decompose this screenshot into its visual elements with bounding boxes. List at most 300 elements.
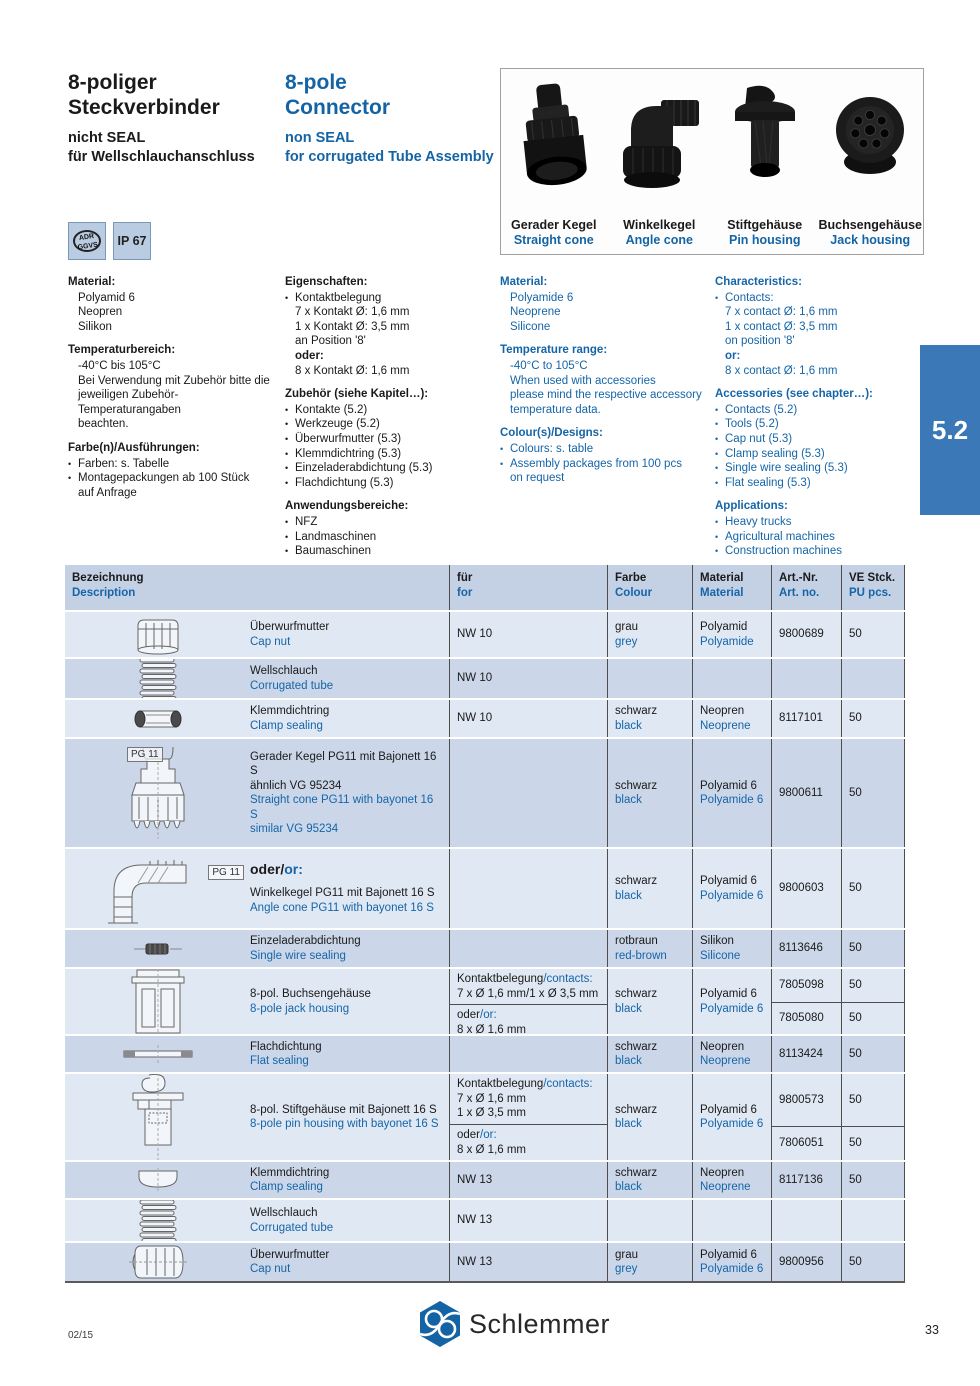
bullet-icon: • (285, 531, 289, 542)
art-no-cell: 8117136 (772, 1162, 842, 1198)
info-line (500, 442, 712, 457)
info-block (500, 343, 712, 417)
pu-cell (842, 659, 905, 698)
info-text: beachten. (78, 418, 129, 431)
material-cell (693, 1200, 772, 1241)
product-caption-en: Pin housing (728, 233, 801, 247)
brand-logo (418, 1300, 610, 1348)
info-text: an Position '8' (295, 335, 366, 348)
bullet-icon: • (715, 404, 719, 415)
art-no-value: 7806051 (772, 1126, 841, 1160)
bullet-icon: • (715, 433, 719, 444)
info-line (285, 447, 497, 462)
description-text: oder/or: Winkelkegel PG11 mit Bajonett 16 S Angle cone PG11 with bayonet 16 S (250, 849, 449, 928)
info-line (715, 461, 927, 476)
description-text (250, 700, 449, 737)
indent (68, 359, 78, 374)
bullet-icon: • (285, 546, 289, 557)
info-heading: Temperature range: (500, 344, 608, 357)
bullet-icon: • (715, 516, 719, 527)
info-text: Landmaschinen (295, 530, 377, 543)
info-line (285, 291, 497, 306)
indent (68, 374, 78, 389)
description-text (250, 739, 449, 847)
specs-english-left (500, 275, 712, 495)
colour-cell: schwarz black (608, 1074, 693, 1160)
description-cell (65, 1243, 450, 1281)
bullet-icon: • (68, 458, 72, 469)
info-block (500, 426, 712, 485)
info-text: Baumaschinen (295, 545, 372, 558)
ip67-label: IP 67 (117, 234, 147, 248)
info-text: jeweiligen Zubehör-Temperaturangaben (78, 389, 181, 416)
indent (715, 334, 725, 349)
description-de: Überwurfmutter (250, 1248, 330, 1261)
photo-jack-housing-icon (822, 69, 918, 218)
description-cell (65, 1162, 450, 1198)
info-text: please mind the respective accessory (510, 389, 702, 402)
info-text: Farben: s. Tabelle (78, 457, 170, 470)
info-text: 8 x contact Ø: 1,6 mm (725, 364, 838, 377)
pu-cell: 50 (842, 612, 905, 657)
info-text: temperature data. (510, 403, 601, 416)
product-caption-en: Jack housing (830, 233, 911, 247)
product-drawing-jack-housing-icon (65, 969, 250, 1034)
product-drawing-clamp-ring-icon (65, 700, 250, 737)
indent (285, 364, 295, 379)
title-de-line2: Steckverbinder (68, 96, 220, 119)
description-en: Flat sealing (250, 1055, 309, 1067)
info-line (715, 320, 927, 335)
bullet-icon: • (715, 463, 719, 474)
ip67-badge (113, 222, 151, 260)
indent (500, 320, 510, 335)
bullet-icon: • (285, 463, 289, 474)
description-en: 8-pole pin housing with bayonet 16 S (250, 1118, 439, 1130)
table-row (65, 967, 905, 1034)
pu-cell (842, 1200, 905, 1241)
colour-cell: grau grey (608, 612, 693, 657)
pu-value: 50 (842, 1002, 904, 1034)
art-no-value: 7805080 (772, 1002, 841, 1034)
info-text: on position '8' (725, 335, 795, 348)
description-de: Klemmdichtring (250, 1166, 330, 1179)
adr-ggvs-emblem-icon (71, 225, 103, 257)
specs-english-right (715, 275, 927, 568)
info-line (715, 291, 927, 306)
table-row (65, 1198, 905, 1241)
for-cell: NW 10 (450, 612, 608, 657)
indent (68, 417, 78, 432)
info-line (285, 417, 497, 432)
for-cell: NW 13 (450, 1200, 608, 1241)
art-no-cell: 9800603 (772, 849, 842, 928)
indent (285, 334, 295, 349)
info-text: Colours: s. table (510, 442, 594, 455)
info-line (285, 349, 497, 364)
description-text (250, 612, 449, 657)
table-header-cell: Material Material (693, 565, 772, 610)
product-caption-de: Gerader Kegel (511, 218, 597, 232)
info-text: Neoprene (510, 306, 561, 319)
info-line (68, 486, 280, 501)
for-cell (450, 739, 608, 847)
description-text (250, 1200, 449, 1241)
pu-cell: 50 (842, 1162, 905, 1198)
indent (68, 320, 78, 335)
pu-cell: 50 (842, 849, 905, 928)
indent (68, 486, 78, 501)
product-photo-cell (501, 69, 607, 254)
table-header-row (65, 565, 905, 610)
info-line (500, 388, 712, 403)
product-drawing-straight-cone-icon (65, 739, 250, 847)
subtitle-en: non SEAL for corrugated Tube Assembly (285, 130, 494, 165)
table-header-cell: VE Stck. PU pcs. (842, 565, 905, 610)
bullet-icon: • (715, 531, 719, 542)
bullet-icon: • (68, 473, 72, 484)
page-title-de (68, 70, 255, 167)
info-text: 1 x Kontakt Ø: 3,5 mm (295, 320, 410, 333)
photo-angle-cone-icon (611, 69, 707, 218)
info-block (68, 275, 280, 334)
info-line (500, 374, 712, 389)
material-cell: Neopren Neoprene (693, 700, 772, 737)
info-line (285, 334, 497, 349)
art-no-cell: 8117101 (772, 700, 842, 737)
info-text: oder: (295, 349, 324, 362)
description-text (250, 1074, 449, 1160)
info-line (285, 305, 497, 320)
material-cell: Polyamid Polyamide (693, 612, 772, 657)
description-cell (65, 930, 450, 967)
info-heading: Eigenschaften: (285, 276, 368, 288)
bullet-icon: • (285, 433, 289, 444)
indent (68, 388, 78, 417)
info-text: Neopren (78, 306, 123, 319)
table-header-cell: Bezeichnung Description (65, 565, 450, 610)
pu-value: 50 (849, 1093, 862, 1106)
pu-cell: 50 (842, 739, 905, 847)
info-text: Werkzeuge (5.2) (295, 418, 380, 431)
drawing-size-label: PG 11 (127, 747, 163, 762)
info-block (285, 275, 497, 378)
art-no-cell (772, 1200, 842, 1241)
info-line (285, 461, 497, 476)
indent (715, 305, 725, 320)
info-line (285, 403, 497, 418)
bullet-icon: • (500, 458, 504, 469)
info-line (715, 515, 927, 530)
indent (715, 364, 725, 379)
indent (500, 374, 510, 389)
bullet-icon: • (500, 443, 504, 454)
bullet-icon: • (715, 448, 719, 459)
description-en: 8-pole jack housing (250, 1002, 350, 1015)
description-cell (65, 1074, 450, 1160)
colour-cell: schwarz black (608, 969, 693, 1034)
for-cell (450, 1036, 608, 1072)
description-de: Gerader Kegel PG11 mit Bajonett 16 S (250, 750, 437, 777)
colour-cell (608, 1200, 693, 1241)
info-line (500, 359, 712, 374)
info-line (715, 403, 927, 418)
info-text: Bei Verwendung mit Zubehör bitte die (78, 374, 270, 387)
info-heading: Material: (500, 276, 548, 288)
description-cell (65, 1200, 450, 1241)
description-text (250, 1243, 449, 1281)
info-block (285, 499, 497, 558)
product-drawing-wire-sealing-icon (65, 930, 250, 967)
product-table (65, 565, 905, 1283)
info-line (68, 359, 280, 374)
info-line (715, 544, 927, 559)
info-text: Einzeladerabdichtung (5.3) (295, 462, 433, 475)
info-text: -40°C bis 105°C (78, 359, 161, 372)
colour-cell: rotbraun red-brown (608, 930, 693, 967)
info-text: Heavy trucks (725, 515, 792, 528)
product-drawing-flat-sealing-icon (65, 1036, 250, 1072)
info-text: Silicone (510, 320, 551, 333)
info-heading: Anwendungsbereiche: (285, 500, 409, 513)
info-line (500, 291, 712, 306)
indent (500, 305, 510, 320)
description-de: Wellschlauch (250, 1207, 318, 1219)
description-en: Clamp sealing (250, 1181, 323, 1193)
info-text: Clamp sealing (5.3) (725, 447, 825, 460)
pu-cell: 50 (842, 1243, 905, 1281)
description-de: Einzeladerabdichtung (250, 935, 361, 947)
info-line (68, 457, 280, 472)
info-heading: Farbe(n)/Ausführungen: (68, 441, 200, 454)
art-no-cell (772, 969, 842, 1034)
indent (715, 320, 725, 335)
for-cell (450, 849, 608, 928)
table-row (65, 1241, 905, 1283)
info-text: Silikon (78, 320, 112, 333)
pu-value: 50 (849, 979, 862, 992)
indent (500, 471, 510, 486)
description-cell (65, 969, 450, 1034)
description-text (250, 969, 449, 1034)
for-cell (450, 969, 608, 1034)
pu-cell (842, 969, 905, 1034)
bullet-icon: • (715, 546, 719, 557)
adr-ggvs-badge-icon (68, 222, 106, 260)
product-drawing-corrugated-tube-icon (65, 1200, 250, 1241)
info-heading: Colour(s)/Designs: (500, 427, 603, 440)
info-text: auf Anfrage (78, 486, 137, 499)
table-row (65, 1072, 905, 1160)
info-text: When used with accessories (510, 374, 656, 387)
info-line (68, 471, 280, 486)
info-line (500, 457, 712, 472)
info-text: Cap nut (5.3) (725, 432, 793, 445)
colour-cell (608, 659, 693, 698)
photo-pin-housing-icon (717, 69, 813, 218)
table-row (65, 737, 905, 847)
description-en: similar VG 95234 (250, 823, 339, 835)
art-no-cell: 9800611 (772, 739, 842, 847)
pu-cell: 50 (842, 700, 905, 737)
info-heading: Characteristics: (715, 276, 802, 288)
table-row (65, 698, 905, 737)
description-en: Angle cone PG11 with bayonet 16 S (250, 901, 434, 914)
colour-cell: schwarz black (608, 700, 693, 737)
info-text: Überwurfmutter (5.3) (295, 432, 402, 445)
section-tab-label: 5.2 (931, 414, 969, 445)
for-cell (450, 1074, 608, 1160)
material-cell: Neopren Neoprene (693, 1162, 772, 1198)
info-line (715, 476, 927, 491)
description-text (250, 1162, 449, 1198)
title-en-line1: 8-pole (285, 71, 347, 94)
description-de: ähnlich VG 95234 (250, 779, 342, 792)
indent (285, 320, 295, 335)
info-line (500, 403, 712, 418)
indent (500, 291, 510, 306)
bullet-icon: • (285, 292, 289, 303)
info-text: Kontakte (5.2) (295, 403, 368, 416)
description-cell (65, 739, 450, 847)
info-block (715, 275, 927, 378)
info-heading: Material: (68, 276, 116, 288)
table-row (65, 928, 905, 967)
specs-german-right (285, 275, 497, 568)
table-row (65, 610, 905, 657)
info-line (500, 471, 712, 486)
colour-cell: grau grey (608, 1243, 693, 1281)
info-text: NFZ (295, 515, 318, 528)
info-line (285, 530, 497, 545)
info-line (715, 417, 927, 432)
table-row (65, 1160, 905, 1198)
description-en: Straight cone PG11 with bayonet 16 S (250, 794, 434, 821)
description-de: Überwurfmutter (250, 621, 330, 633)
info-block (68, 441, 280, 500)
description-de: Wellschlauch (250, 665, 318, 677)
info-text: Polyamide 6 (510, 291, 574, 304)
info-text: 1 x contact Ø: 3,5 mm (725, 320, 838, 333)
info-line (500, 305, 712, 320)
art-no-value: 9800573 (779, 1093, 824, 1106)
bullet-icon: • (285, 477, 289, 488)
description-de: 8-pol. Buchsengehäuse (250, 988, 371, 1000)
pu-cell (842, 1074, 905, 1160)
info-block (500, 275, 712, 334)
for-cell: NW 13 (450, 1243, 608, 1281)
product-drawing-cap-nut2-icon (65, 1243, 250, 1281)
drawing-size-label: PG 11 (208, 865, 244, 880)
indent (500, 388, 510, 403)
info-block (285, 387, 497, 490)
table-header-cell: für for (450, 565, 608, 610)
info-line (68, 388, 280, 417)
info-text: or: (725, 349, 741, 362)
info-line (285, 320, 497, 335)
indent (500, 359, 510, 374)
colour-cell: schwarz black (608, 1036, 693, 1072)
footer-edition: 02/15 (68, 1330, 94, 1341)
info-line (285, 544, 497, 559)
description-en: Cap nut (250, 635, 291, 648)
info-text: on request (510, 472, 565, 485)
bullet-icon: • (285, 404, 289, 415)
description-cell (65, 612, 450, 657)
description-en: Corrugated tube (250, 1221, 334, 1234)
product-photo-cell (818, 69, 924, 254)
description-de: Klemmdichtring (250, 705, 330, 717)
info-text: Single wire sealing (5.3) (725, 462, 848, 475)
info-line (285, 432, 497, 447)
product-caption-en: Angle cone (625, 233, 693, 247)
info-text: Flachdichtung (5.3) (295, 476, 394, 489)
info-line (68, 374, 280, 389)
product-drawing-angle-cone-icon (65, 849, 250, 928)
brand-name: Schlemmer (469, 1308, 611, 1339)
info-heading: Accessories (see chapter…): (715, 388, 873, 401)
description-en: Cap nut (250, 1263, 291, 1275)
for-option: oder/or: 8 x Ø 1,6 mm (450, 1124, 607, 1160)
bullet-icon: • (715, 292, 719, 303)
title-de-line1: 8-poliger (68, 71, 157, 94)
material-cell: Polyamid 6 Polyamide 6 (693, 1074, 772, 1160)
for-cell: NW 10 (450, 659, 608, 698)
info-text: Contacts (5.2) (725, 403, 798, 416)
info-text: Assembly packages from 100 pcs (510, 457, 682, 470)
product-caption-de: Stiftgehäuse (727, 218, 803, 232)
description-en: Corrugated tube (250, 679, 334, 692)
description-en: Clamp sealing (250, 719, 323, 732)
indent (68, 305, 78, 320)
info-line (715, 432, 927, 447)
colour-cell: schwarz black (608, 739, 693, 847)
bullet-icon: • (285, 516, 289, 527)
info-line (715, 530, 927, 545)
bullet-icon: • (285, 419, 289, 430)
subtitle-de: nicht SEAL für Wellschlauchanschluss (68, 130, 255, 165)
description-cell (65, 1036, 450, 1072)
info-line (715, 447, 927, 462)
art-no-cell (772, 659, 842, 698)
photo-straight-cone-icon (506, 69, 602, 218)
info-text: 8 x Kontakt Ø: 1,6 mm (295, 364, 410, 377)
bullet-icon: • (715, 419, 719, 430)
info-block (715, 387, 927, 490)
table-row (65, 1034, 905, 1072)
for-cell (450, 930, 608, 967)
info-line (715, 334, 927, 349)
description-cell (65, 700, 450, 737)
info-line (500, 320, 712, 335)
specs-german-left (68, 275, 280, 509)
product-caption-de: Winkelkegel (623, 218, 696, 232)
art-no-cell: 8113646 (772, 930, 842, 967)
table-header-cell: Farbe Colour (608, 565, 693, 610)
table-header-cell: Art.-Nr. Art. no. (772, 565, 842, 610)
info-line (68, 305, 280, 320)
info-line (285, 476, 497, 491)
svg-text:ADR: ADR (78, 233, 95, 243)
pu-cell: 50 (842, 1036, 905, 1072)
info-block (715, 499, 927, 558)
art-no-cell (772, 1074, 842, 1160)
description-de: Flachdichtung (250, 1040, 322, 1053)
description-de: 8-pol. Stiftgehäuse mit Bajonett 16 S (250, 1103, 437, 1116)
info-heading: Zubehör (siehe Kapitel…): (285, 388, 429, 401)
product-photo-cell (712, 69, 818, 254)
info-text: Agricultural machines (725, 530, 835, 543)
